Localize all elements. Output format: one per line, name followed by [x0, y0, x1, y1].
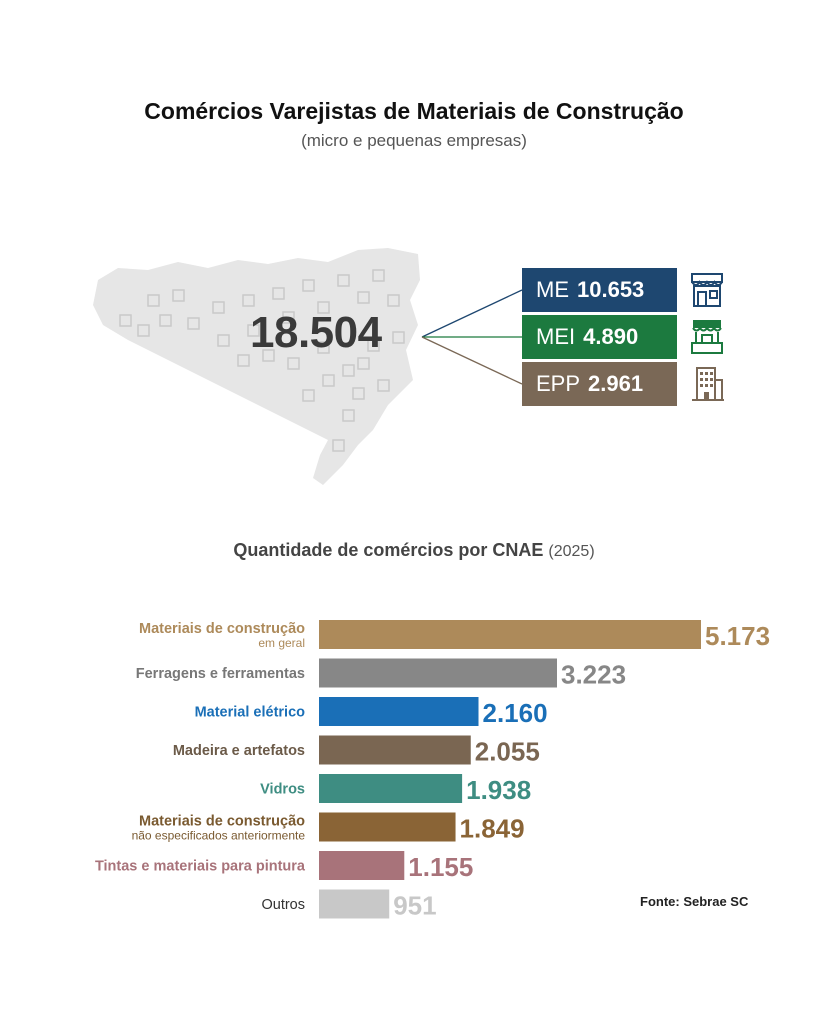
category-label: Materiais de construção: [139, 813, 305, 830]
category-sublabel: não especificados anteriormente: [131, 828, 305, 843]
me-value: 10.653: [577, 277, 645, 302]
bar: [319, 620, 701, 649]
me-label: ME: [536, 277, 569, 302]
bar-value-label: 2.160: [482, 698, 548, 728]
category-label: Material elétrico: [194, 704, 305, 721]
category-label: Tintas e materiais para pintura: [94, 858, 305, 875]
bar: [319, 736, 471, 765]
bar: [319, 697, 479, 726]
bar-value-label: 951: [393, 890, 437, 921]
bar: [319, 890, 389, 919]
category-sublabel: em geral: [258, 636, 305, 650]
mei-value: 4.890: [583, 324, 639, 349]
category-label: Ferragens e ferramentas: [135, 666, 305, 682]
chart-title-year: (2025): [548, 543, 595, 560]
category-label: Materiais de construção: [139, 621, 305, 637]
category-label: Outros: [261, 897, 305, 913]
epp-value: 2.961: [588, 371, 644, 396]
mei-label: MEI: [536, 324, 576, 349]
epp-label: EPP: [536, 371, 581, 396]
bar: [319, 774, 462, 803]
category-label: Madeira e artefatos: [172, 743, 305, 759]
bar-value-label: 1.155: [408, 852, 474, 882]
bar: [319, 851, 404, 880]
chart-title-text: Quantidade de comércios por CNAE: [233, 540, 544, 560]
page-title: Comércios Varejistas de Materiais de Construção: [144, 98, 684, 124]
bar-value-label: 5.173: [705, 621, 771, 651]
bar-value-label: 2.055: [474, 736, 540, 767]
total-count: 18.504: [250, 308, 382, 357]
bar: [319, 813, 456, 842]
bar-value-label: 1.938: [466, 775, 532, 805]
bar-value-label: 3.223: [561, 659, 627, 690]
category-label: Vidros: [260, 781, 305, 798]
bar-value-label: 1.849: [459, 813, 525, 844]
page-subtitle: (micro e pequenas empresas): [301, 131, 527, 150]
source-note: Fonte: Sebrae SC: [640, 894, 749, 909]
bar: [319, 659, 557, 688]
